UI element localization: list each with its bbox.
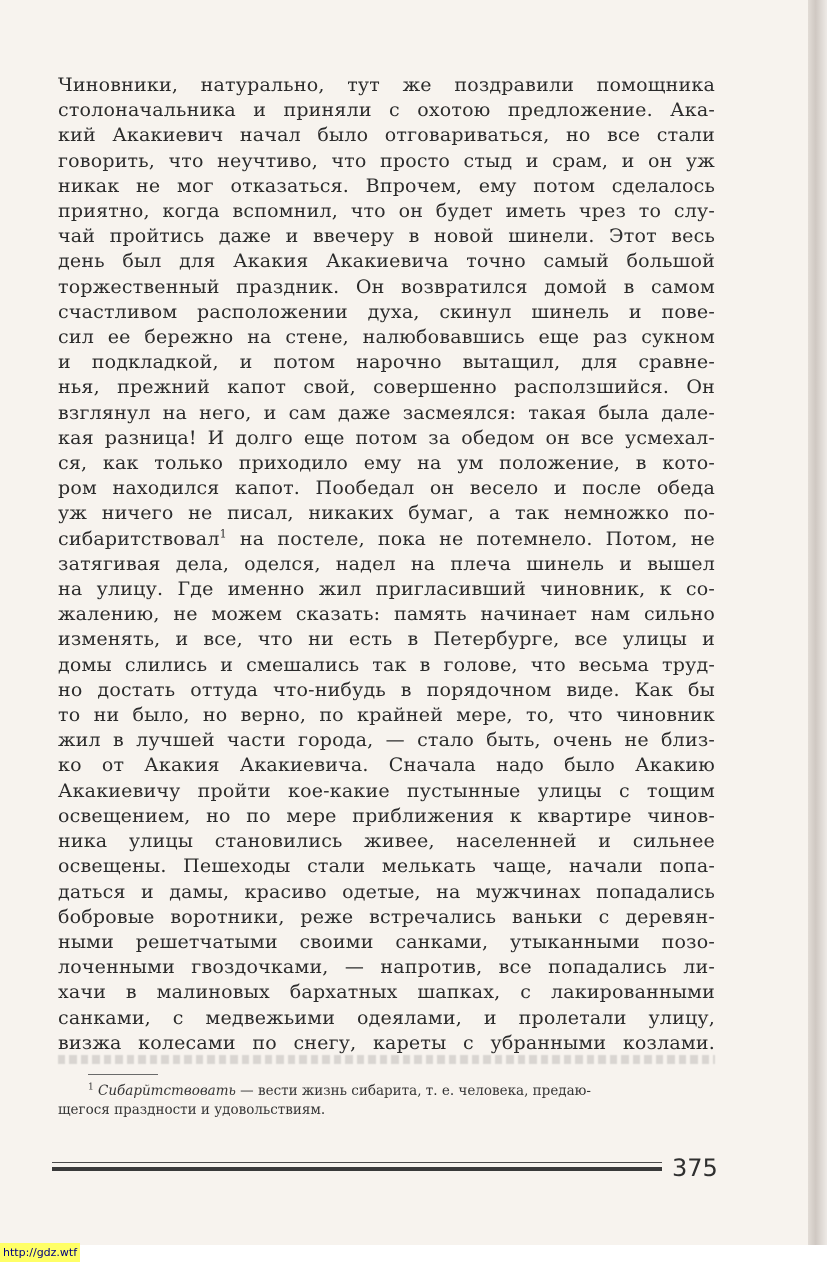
text-line: взглянул на него, и сам даже засмеялся: такая была дале-: [58, 401, 715, 424]
text-line: лоченными гвоздочками, — напротив, все попадались ли-: [58, 956, 715, 979]
text-line: санками, с медвежьими одеялами, и пролетали улицу,: [58, 1006, 715, 1029]
text-line: столоначальника и приняли с охотою предложение. Ака-: [58, 99, 715, 122]
text-line: жалению, не можем сказать: память начинает нам сильно: [58, 603, 715, 626]
text-line: и подкладкой, и потом нарочно вытащил, для сравне-: [58, 351, 715, 374]
text-line: домы слились и смешались так в голове, что весьма труд-: [58, 653, 715, 676]
text-line: освещены. Пешеходы стали мелькать чаще, начали попа-: [58, 855, 715, 878]
text-line-with-footnote: [58, 527, 715, 552]
bleed-through-text: [58, 1055, 715, 1073]
text-line: ника улицы становились живее, населенней и сильнее: [58, 830, 715, 853]
text-line: кий Акакиевич начал было отговариваться, но все стали: [58, 124, 715, 147]
footnote-marker: 1: [219, 527, 227, 541]
text-line: чай пройтись даже и ввечеру в новой шинели. Этот весь: [58, 225, 715, 248]
text-line: изменять, и все, что ни есть в Петербурге, все улицы и: [58, 628, 715, 651]
text-line: на улицу. Где именно жил пригласивший чиновник, к со-: [58, 578, 715, 601]
footnote-rule: [88, 1074, 158, 1075]
page-number: 375: [672, 1154, 718, 1182]
text-line: день был для Акакия Акакиевича точно самый большой: [58, 250, 715, 273]
text-line: ко от Акакия Акакиевича. Сначала надо было Акакию: [58, 754, 715, 777]
footnote-term: Сибарйтствовать: [98, 1083, 236, 1099]
watermark-link[interactable]: http://gdz.wtf: [0, 1243, 80, 1262]
text-line: нья, прежний капот свой, совершенно расползшийся. Он: [58, 376, 715, 399]
text-line: Акакиевичу пройти кое-какие пустынные улицы с тощим: [58, 779, 715, 802]
page-edge: [808, 0, 827, 1245]
text-line: сил ее бережно на стене, налюбовавшись еще раз сукном: [58, 326, 715, 349]
text-line: уж ничего не писал, никаких бумаг, а так немножко по-: [58, 502, 715, 525]
text-line: Чиновники, натурально, тут же поздравили помощника: [58, 74, 715, 96]
line-remainder: на постеле, пока не потемнело. Потом, не: [239, 527, 715, 550]
footnote: [58, 1082, 715, 1120]
text-line: затягивая дела, оделся, надел на плеча шинель и вышел: [58, 552, 715, 575]
text-line: приятно, когда вспомнил, что он будет иметь чрез то слу-: [58, 200, 715, 223]
text-line: говорить, что неучтиво, что просто стыд и срам, и он уж: [58, 149, 715, 172]
text-line: освещением, но по мере приближения к квартире чинов-: [58, 804, 715, 827]
text-line: то ни было, но верно, по крайней мере, то, что чиновник: [58, 704, 715, 727]
footer-rule-thin: [52, 1162, 662, 1163]
text-line: визжа колесами по снегу, кареты с убранными козлами.: [58, 1031, 715, 1054]
text-line: даться и дамы, красиво одетые, на мужчинах попадались: [58, 880, 715, 903]
bottom-strip: [0, 1245, 827, 1262]
text-line: торжественный праздник. Он возвратился домой в самом: [58, 275, 715, 298]
text-line: бобровые воротники, реже встречались ваньки с деревян-: [58, 905, 715, 928]
footer-rule-thick: [52, 1167, 662, 1171]
text-line: никак не мог отказаться. Впрочем, ему потом сделалось: [58, 174, 715, 197]
text-line: счастливом расположении духа, скинул шинель и пове-: [58, 300, 715, 323]
footnote-definition: — вести жизнь сибарита, т. е. человека, предаю-: [235, 1083, 591, 1099]
footnoted-word: сибаритствовал: [58, 527, 220, 550]
footnote-continuation: щегося праздности и удовольствиям.: [58, 1102, 326, 1118]
text-line: жил в лучшей части города, — стало быть, очень не близ-: [58, 729, 715, 752]
body-text: [58, 73, 715, 1056]
text-line: но достать оттуда что-нибудь в порядочном виде. Как бы: [58, 678, 715, 701]
footnote-number: 1: [88, 1082, 94, 1093]
text-line: хачи в малиновых бархатных шапках, с лакированными: [58, 981, 715, 1004]
text-line: ся, как только приходило ему на ум положение, в кото-: [58, 452, 715, 475]
footnote-line: [58, 1082, 715, 1101]
text-line: ром находился капот. Пообедал он весело и после обеда: [58, 477, 715, 500]
text-line: кая разница! И долго еще потом за обедом он все усмехал-: [58, 426, 715, 449]
text-line: ными решетчатыми своими санками, утыканными позо-: [58, 930, 715, 953]
